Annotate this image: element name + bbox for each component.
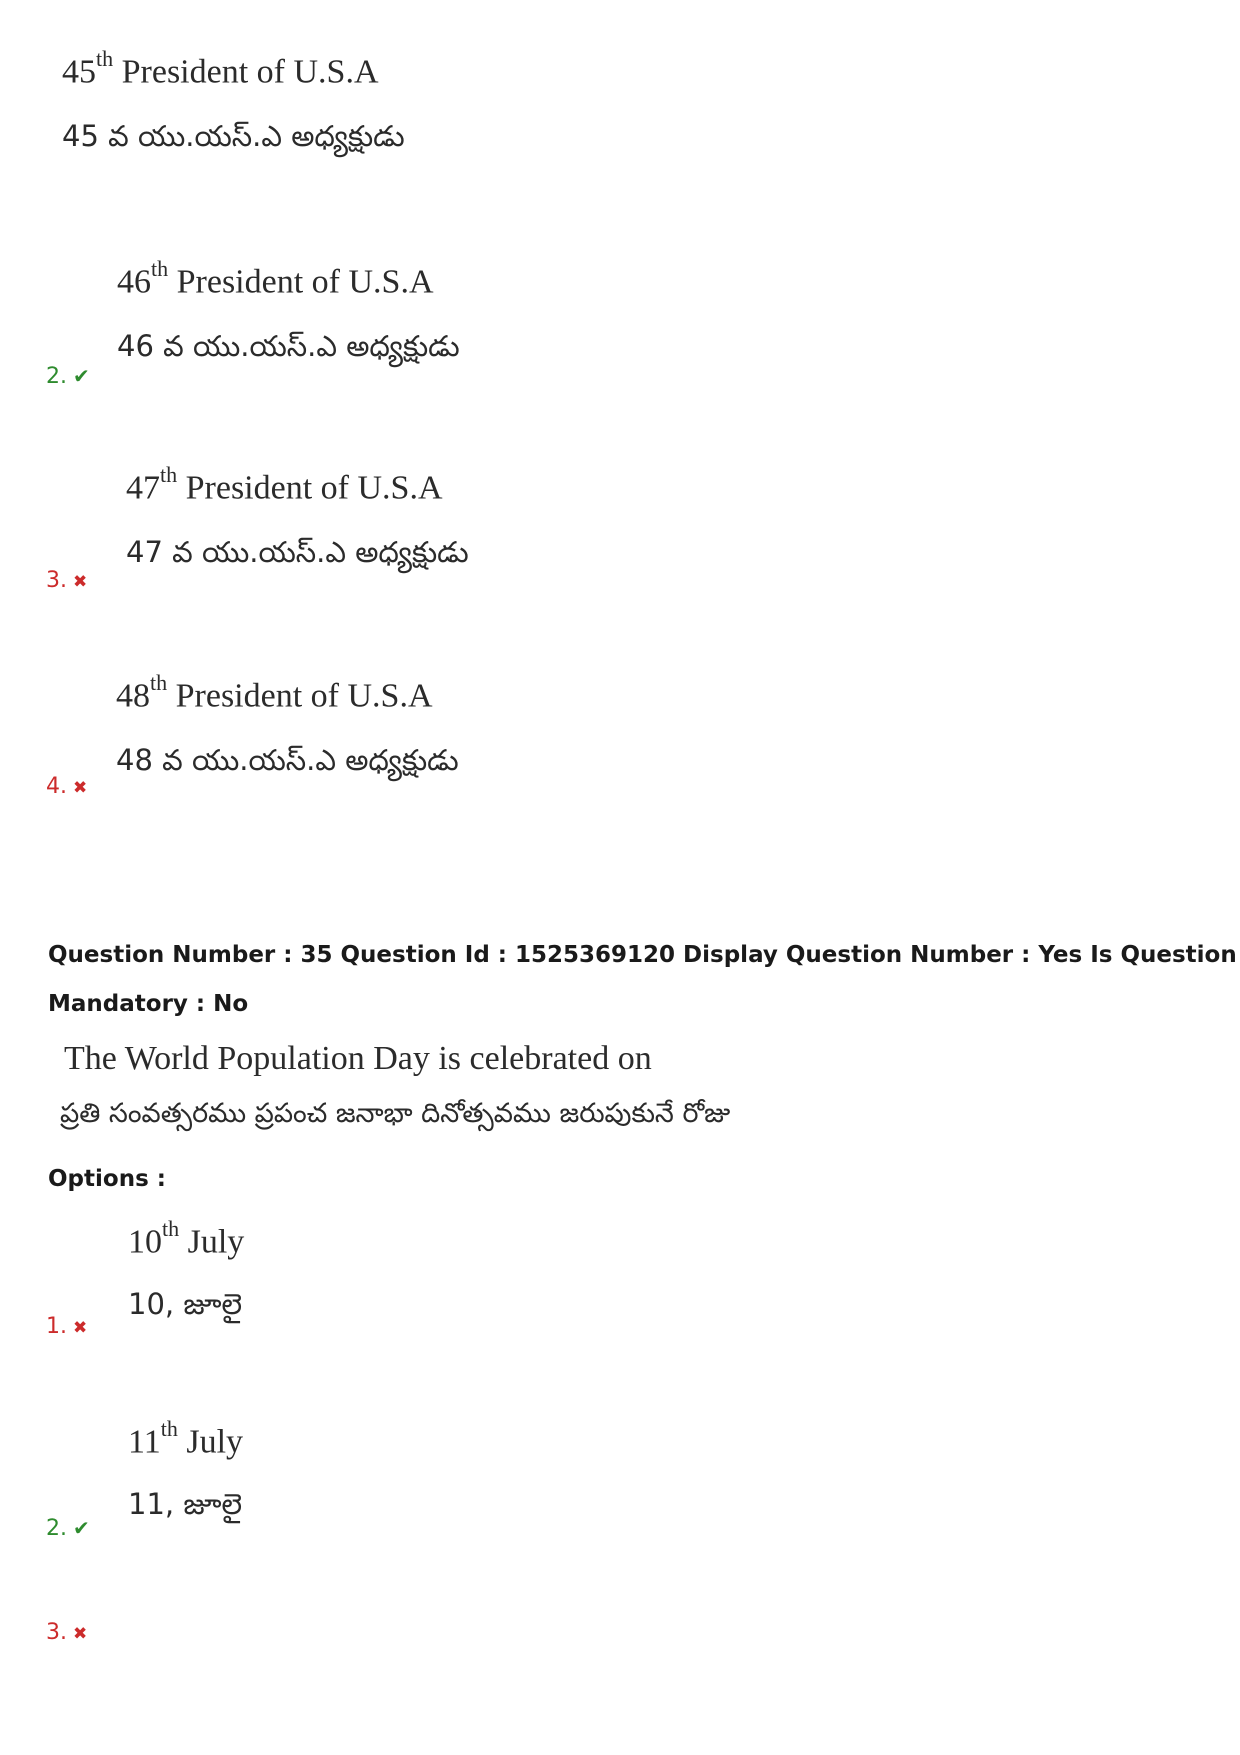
prev-option-1-english: 45th President of U.S.A	[62, 46, 379, 91]
prev-option-3-marker: 3. ✖	[46, 568, 88, 593]
check-icon: ✔	[73, 1516, 90, 1540]
prev-option-3-english: 47th President of U.S.A	[126, 462, 443, 507]
question-meta-line-2: Mandatory : No	[48, 991, 249, 1017]
question-text-english: The World Population Day is celebrated on	[64, 1040, 652, 1077]
prev-option-4-marker: 4. ✖	[46, 774, 88, 799]
cross-icon: ✖	[73, 778, 88, 798]
option-1-marker: 1. ✖	[46, 1314, 88, 1339]
option-2-telugu: 11, జూలై	[128, 1487, 243, 1521]
prev-option-2-english: 46th President of U.S.A	[117, 256, 434, 301]
option-2-english: 11th July	[128, 1416, 244, 1461]
question-meta-line-1: Question Number : 35 Question Id : 1525369120 Display Question Number : Yes Is Question	[48, 942, 1237, 968]
option-2-marker: 2. ✔	[46, 1516, 90, 1541]
options-label: Options :	[48, 1166, 166, 1192]
cross-icon: ✖	[73, 572, 88, 592]
option-1-telugu: 10, జూలై	[128, 1287, 243, 1321]
prev-option-3-telugu: 47 వ యు.యస్.ఎ అధ్యక్షుడు	[126, 535, 469, 569]
question-text-telugu: ప్రతి సంవత్సరము ప్రపంచ జనాభా దినోత్సవము జరుపుకునే రోజు	[60, 1098, 731, 1129]
prev-option-2-marker: 2. ✔	[46, 364, 90, 389]
option-3-marker: 3. ✖	[46, 1620, 88, 1645]
cross-icon: ✖	[73, 1318, 88, 1338]
prev-option-4-telugu: 48 వ యు.యస్.ఎ అధ్యక్షుడు	[116, 743, 459, 777]
option-1-english: 10th July	[128, 1216, 245, 1261]
prev-option-4-english: 48th President of U.S.A	[116, 670, 433, 715]
check-icon: ✔	[73, 364, 90, 388]
cross-icon: ✖	[73, 1624, 88, 1644]
prev-option-1-telugu: 45 వ యు.యస్.ఎ అధ్యక్షుడు	[62, 119, 405, 153]
prev-option-2-telugu: 46 వ యు.యస్.ఎ అధ్యక్షుడు	[117, 329, 460, 363]
